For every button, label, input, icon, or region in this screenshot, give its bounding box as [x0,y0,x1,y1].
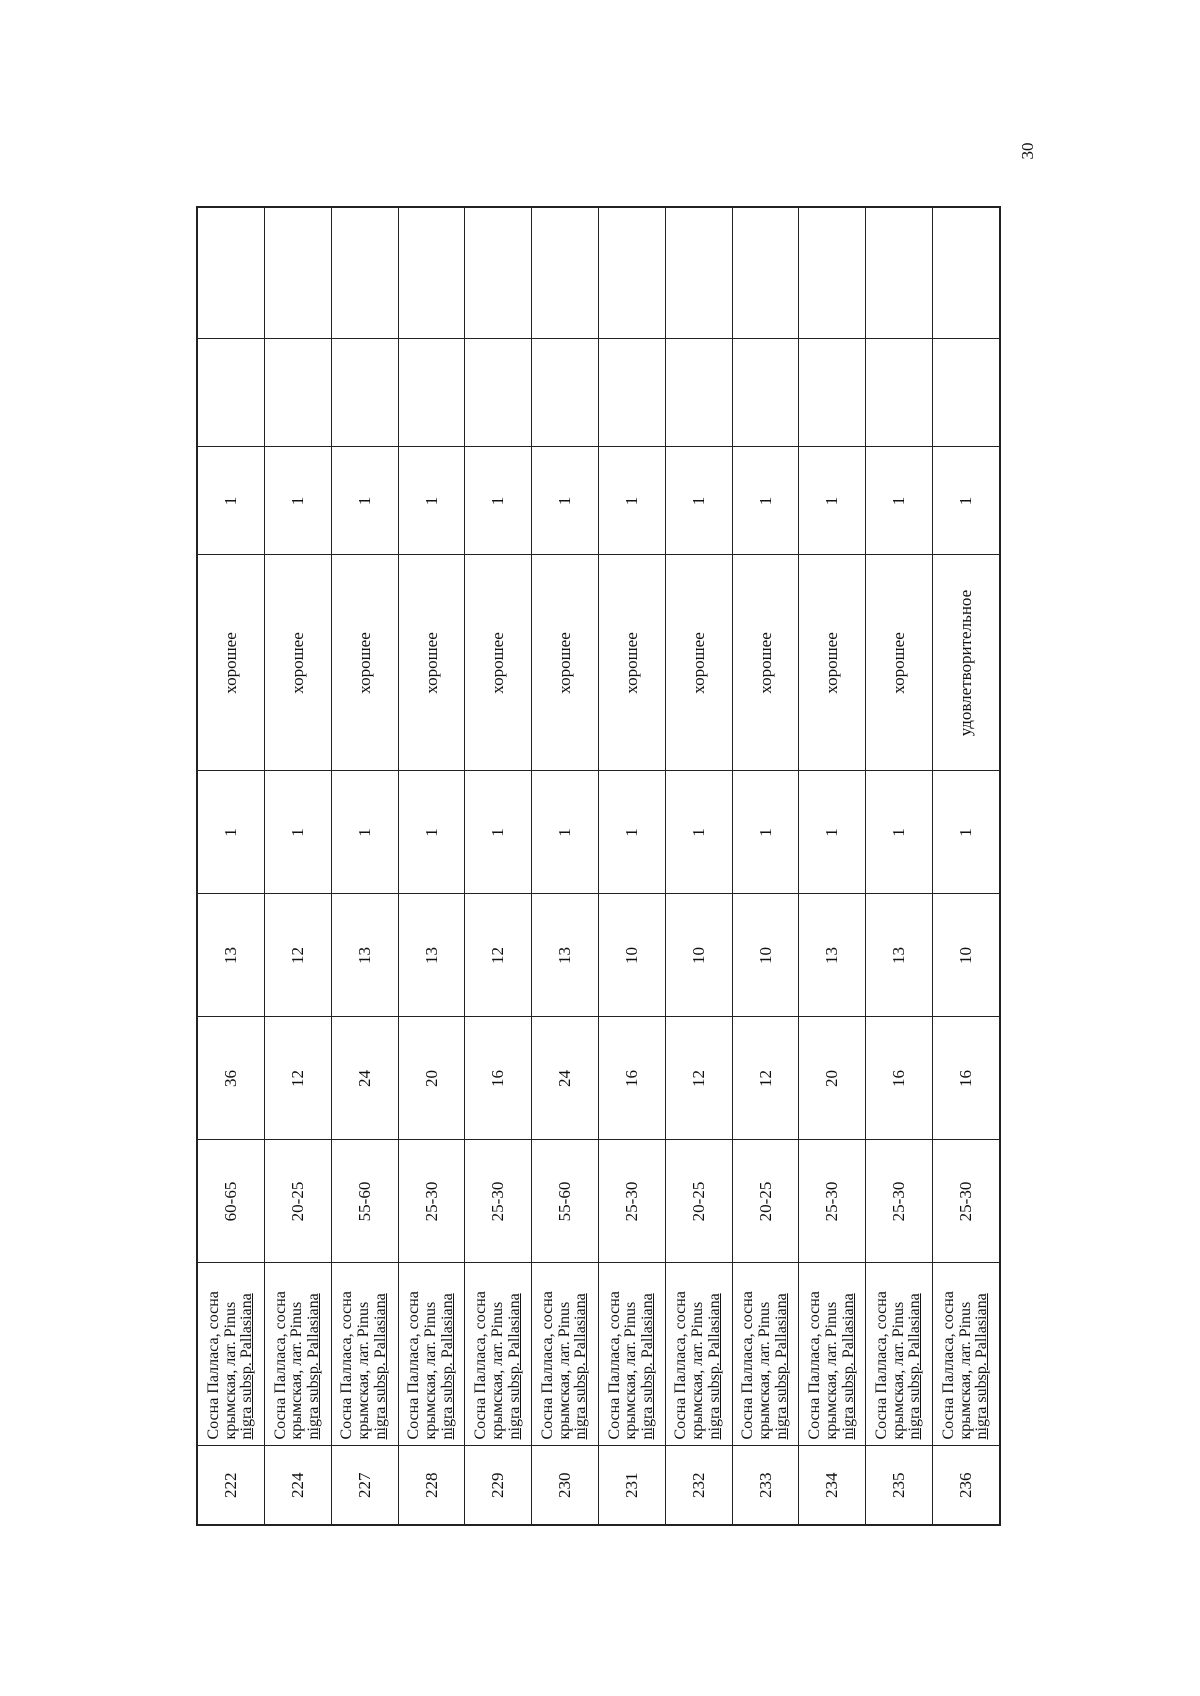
species-line: Сосна Палласа, сосна [806,1291,824,1440]
cell-quantity-b: 1 [532,447,599,555]
cell-age: 25-30 [866,1140,933,1263]
cell-note-1 [532,339,599,447]
species-line: крымская, лат. Pinus [756,1301,774,1440]
cell-quantity-a: 1 [799,771,866,894]
cell-diameter: 24 [331,1017,398,1140]
species-line: крымская, лат. Pinus [355,1301,373,1440]
cell-tree-number: 229 [465,1446,532,1525]
cell-quantity-b: 1 [665,447,732,555]
species-line: nigra subsp. Pallasiana [839,1293,857,1440]
cell-height: 13 [866,894,933,1017]
cell-condition: хорошее [598,555,665,771]
cell-condition: хорошее [264,555,331,771]
table-row [598,207,665,1525]
cell-quantity-a: 1 [264,771,331,894]
cell-age: 25-30 [398,1140,465,1263]
table-row [732,207,799,1525]
species-line: Сосна Палласа, сосна [872,1291,890,1440]
table-row [799,207,866,1525]
cell-species [866,1263,933,1446]
species-line: крымская, лат. Pinus [822,1301,840,1440]
cell-age: 20-25 [665,1140,732,1263]
table-row [197,207,264,1525]
cell-age: 25-30 [598,1140,665,1263]
cell-age: 25-30 [932,1140,1000,1263]
cell-height: 13 [197,894,264,1017]
cell-quantity-a: 1 [465,771,532,894]
cell-species [331,1263,398,1446]
table-row [866,207,933,1525]
cell-quantity-a: 1 [866,771,933,894]
cell-quantity-b: 1 [465,447,532,555]
cell-condition: хорошее [665,555,732,771]
cell-age: 60-65 [197,1140,264,1263]
cell-species [398,1263,465,1446]
cell-quantity-a: 1 [932,771,1000,894]
cell-note-1 [598,339,665,447]
species-line: nigra subsp. Pallasiana [438,1293,456,1440]
cell-note-2 [799,207,866,339]
species-line: nigra subsp. Pallasiana [238,1293,256,1440]
cell-quantity-b: 1 [331,447,398,555]
species-line: крымская, лат. Pinus [889,1301,907,1440]
cell-tree-number: 231 [598,1446,665,1525]
cell-quantity-a: 1 [331,771,398,894]
species-line: nigra subsp. Pallasiana [772,1293,790,1440]
table-row [665,207,732,1525]
cell-species [197,1263,264,1446]
species-line: nigra subsp. Pallasiana [372,1293,390,1440]
cell-height: 13 [799,894,866,1017]
species-line: крымская, лат. Pinus [488,1301,506,1440]
cell-quantity-a: 1 [197,771,264,894]
cell-age: 20-25 [732,1140,799,1263]
species-line: Сосна Палласа, сосна [405,1291,423,1440]
cell-height: 13 [331,894,398,1017]
cell-condition: хорошее [532,555,599,771]
cell-note-2 [665,207,732,339]
cell-tree-number: 222 [197,1446,264,1525]
cell-height: 13 [398,894,465,1017]
table-row [264,207,331,1525]
table-row [465,207,532,1525]
cell-quantity-b: 1 [197,447,264,555]
cell-quantity-a: 1 [532,771,599,894]
species-line: Сосна Палласа, сосна [605,1291,623,1440]
table-container [196,208,1001,1526]
cell-species [465,1263,532,1446]
cell-note-2 [532,207,599,339]
cell-age: 55-60 [532,1140,599,1263]
species-line: крымская, лат. Pinus [622,1301,640,1440]
cell-tree-number: 224 [264,1446,331,1525]
cell-note-1 [932,339,1000,447]
cell-note-2 [732,207,799,339]
species-line: крымская, лат. Pinus [689,1301,707,1440]
cell-height: 12 [264,894,331,1017]
cell-note-2 [465,207,532,339]
cell-diameter: 12 [732,1017,799,1140]
cell-age: 20-25 [264,1140,331,1263]
cell-diameter: 36 [197,1017,264,1140]
cell-condition: хорошее [799,555,866,771]
cell-tree-number: 233 [732,1446,799,1525]
cell-condition: хорошее [465,555,532,771]
cell-diameter: 16 [598,1017,665,1140]
species-line: крымская, лат. Pinus [221,1301,239,1440]
cell-condition: хорошее [866,555,933,771]
species-line: Сосна Палласа, сосна [271,1291,289,1440]
cell-diameter: 12 [264,1017,331,1140]
cell-species [665,1263,732,1446]
cell-note-2 [331,207,398,339]
cell-tree-number: 235 [866,1446,933,1525]
species-line: крымская, лат. Pinus [956,1301,974,1440]
species-line: Сосна Палласа, сосна [739,1291,757,1440]
cell-species [264,1263,331,1446]
species-line: nigra subsp. Pallasiana [572,1293,590,1440]
cell-note-1 [197,339,264,447]
cell-condition: хорошее [732,555,799,771]
cell-tree-number: 230 [532,1446,599,1525]
species-line: Сосна Палласа, сосна [204,1291,222,1440]
cell-height: 13 [532,894,599,1017]
cell-note-1 [665,339,732,447]
cell-tree-number: 236 [932,1446,1000,1525]
cell-note-2 [264,207,331,339]
cell-diameter: 20 [799,1017,866,1140]
table-row [398,207,465,1525]
cell-diameter: 16 [465,1017,532,1140]
cell-tree-number: 228 [398,1446,465,1525]
cell-note-2 [197,207,264,339]
cell-tree-number: 234 [799,1446,866,1525]
cell-condition: хорошее [331,555,398,771]
cell-species [598,1263,665,1446]
species-line: nigra subsp. Pallasiana [706,1293,724,1440]
cell-species [732,1263,799,1446]
cell-note-1 [264,339,331,447]
cell-diameter: 20 [398,1017,465,1140]
species-line: Сосна Палласа, сосна [672,1291,690,1440]
cell-height: 10 [732,894,799,1017]
cell-height: 10 [665,894,732,1017]
cell-quantity-b: 1 [866,447,933,555]
cell-note-1 [799,339,866,447]
cell-condition: хорошее [197,555,264,771]
cell-diameter: 16 [866,1017,933,1140]
cell-note-1 [465,339,532,447]
cell-note-1 [866,339,933,447]
cell-height: 10 [598,894,665,1017]
cell-diameter: 12 [665,1017,732,1140]
cell-note-2 [398,207,465,339]
species-line: nigra subsp. Pallasiana [305,1293,323,1440]
cell-quantity-a: 1 [732,771,799,894]
species-line: Сосна Палласа, сосна [538,1291,556,1440]
cell-species [799,1263,866,1446]
cell-quantity-a: 1 [665,771,732,894]
cell-note-1 [398,339,465,447]
cell-age: 55-60 [331,1140,398,1263]
species-line: Сосна Палласа, сосна [939,1291,957,1440]
cell-species [932,1263,1000,1446]
table-row [331,207,398,1525]
cell-height: 12 [465,894,532,1017]
table-row [932,207,1000,1525]
species-line: nigra subsp. Pallasiana [906,1293,924,1440]
cell-quantity-b: 1 [932,447,1000,555]
species-line: Сосна Палласа, сосна [472,1291,490,1440]
cell-diameter: 16 [932,1017,1000,1140]
cell-note-2 [932,207,1000,339]
cell-quantity-b: 1 [598,447,665,555]
species-line: крымская, лат. Pinus [555,1301,573,1440]
page-number: 30 [1018,142,1037,160]
cell-quantity-b: 1 [799,447,866,555]
cell-species [532,1263,599,1446]
species-line: nigra subsp. Pallasiana [639,1293,657,1440]
cell-condition: хорошее [398,555,465,771]
species-line: Сосна Палласа, сосна [338,1291,356,1440]
cell-quantity-b: 1 [264,447,331,555]
cell-age: 25-30 [799,1140,866,1263]
species-line: крымская, лат. Pinus [422,1301,440,1440]
cell-tree-number: 232 [665,1446,732,1525]
species-line: nigra subsp. Pallasiana [973,1293,991,1440]
tree-inventory-table [196,206,1001,1526]
species-line: nigra subsp. Pallasiana [505,1293,523,1440]
cell-quantity-a: 1 [398,771,465,894]
cell-note-2 [866,207,933,339]
cell-height: 10 [932,894,1000,1017]
cell-quantity-a: 1 [598,771,665,894]
cell-tree-number: 227 [331,1446,398,1525]
table-row [532,207,599,1525]
cell-note-2 [598,207,665,339]
cell-note-1 [732,339,799,447]
cell-quantity-b: 1 [398,447,465,555]
cell-note-1 [331,339,398,447]
cell-condition: удовлетворительное [932,555,1000,771]
species-line: крымская, лат. Pinus [288,1301,306,1440]
cell-quantity-b: 1 [732,447,799,555]
cell-diameter: 24 [532,1017,599,1140]
cell-age: 25-30 [465,1140,532,1263]
table-body [197,207,1000,1525]
